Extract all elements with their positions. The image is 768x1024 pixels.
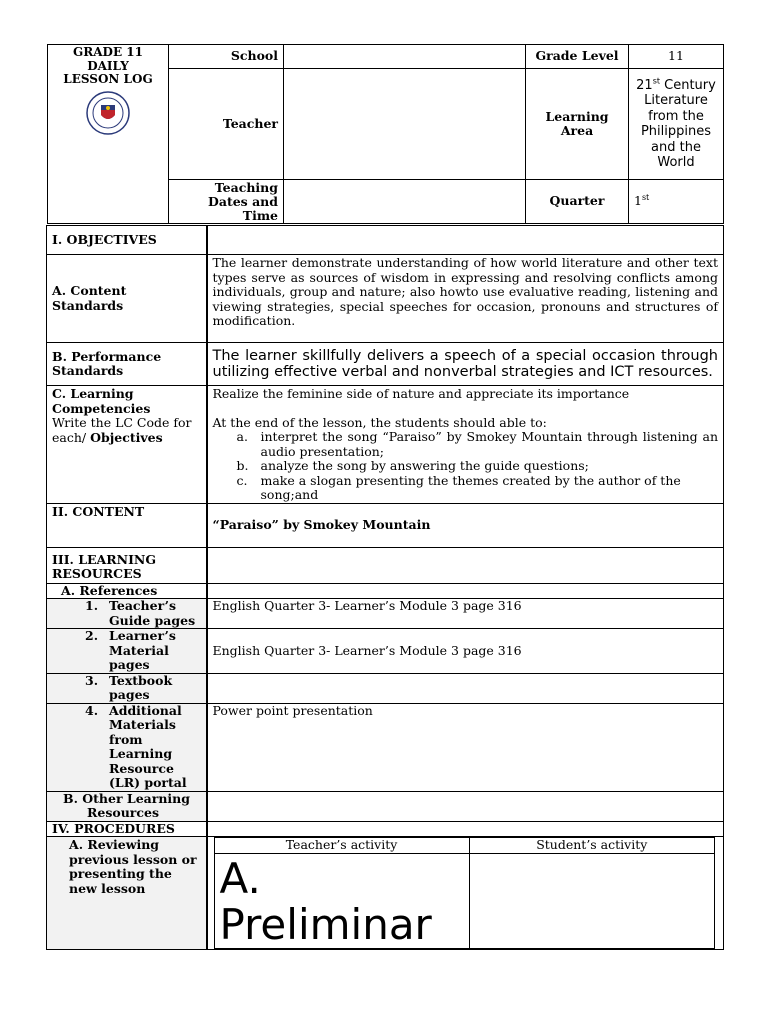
content-standards-label: A. Content Standards	[47, 255, 207, 343]
resources-heading-blank	[207, 547, 724, 583]
lesson-log-title	[48, 45, 169, 224]
quarter-number: 1	[634, 193, 642, 209]
teaching-dates-field[interactable]	[284, 180, 526, 224]
teacher-field[interactable]	[284, 69, 526, 180]
teacher-activity-text: A. Preliminar	[214, 853, 469, 948]
other-resources-value	[207, 791, 724, 821]
objectives-heading-blank	[207, 226, 724, 255]
school-label: School	[169, 45, 284, 69]
learning-area-label: Learning Area	[526, 69, 629, 180]
references-label: A. References	[47, 583, 207, 599]
content-heading: II. CONTENT	[47, 503, 207, 547]
quarter-label: Quarter	[526, 180, 629, 224]
title-line-3: LESSON LOG	[63, 72, 153, 86]
textbook-label: 3. Textbook pages	[47, 673, 207, 703]
competencies-label-plain: Write the LC Code for each/	[52, 415, 192, 445]
teachers-guide-value: English Quarter 3- Learner’s Module 3 page 316	[207, 599, 724, 629]
teaching-dates-label: Teaching Dates and Time	[169, 180, 284, 224]
competencies-content	[207, 386, 724, 504]
list-item: a. interpret the song “Paraiso” by Smokey Mountain through listening an audio presentation;	[236, 429, 718, 459]
student-activity-header: Student’s activity	[469, 838, 715, 854]
objectives-intro: At the end of the lesson, the students should able to:	[212, 414, 547, 430]
competencies-label-objectives: Objectives	[90, 429, 163, 445]
learning-area-sup: st	[652, 76, 660, 86]
additional-materials-label: 4. Additional Materials from Learning Resource (LR) portal	[47, 703, 207, 791]
reviewing-label: A. Reviewing previous lesson or presenting the new lesson	[47, 837, 207, 950]
activity-table	[214, 837, 716, 949]
learning-area-text: Century Literature from the Philippines and the World	[640, 77, 716, 170]
quarter-sup: st	[641, 193, 650, 203]
list-item: c. make a slogan presenting the themes created by the author of the song;and	[236, 472, 681, 502]
grade-level-label: Grade Level	[526, 45, 629, 69]
performance-standards-label: B. Performance Standards	[47, 343, 207, 386]
competencies-label-bold: C. Learning Competencies	[52, 386, 151, 416]
references-blank	[207, 583, 724, 599]
student-activity-text	[469, 853, 715, 948]
procedures-heading-blank	[207, 821, 724, 837]
title-line-2: DAILY	[87, 58, 129, 73]
content-text: “Paraiso” by Smokey Mountain	[207, 503, 724, 547]
procedures-activity-cell	[207, 837, 724, 950]
other-resources-label: B. Other Learning Resources	[47, 791, 207, 821]
school-field[interactable]	[284, 45, 526, 69]
textbook-value	[207, 673, 724, 703]
competencies-label	[47, 386, 207, 504]
procedures-heading: IV. PROCEDURES	[47, 821, 207, 837]
competency-text: Realize the feminine side of nature and appreciate its importance	[212, 386, 630, 401]
learners-material-label: 2. Learner’s Material pages	[47, 629, 207, 674]
content-standards-text: The learner demonstrate understanding of how world literature and other text types serve as sources of wisdom in expressing and resolving conflicts among individuals, group and nature; also howto use evaluative reading, listening and viewing strategies, special speeches for occasion, pronouns and structures of modification.	[207, 255, 724, 343]
teachers-guide-label: 1. Teacher’s Guide pages	[47, 599, 207, 629]
list-item: b. analyze the song by answering the guide questions;	[236, 458, 589, 473]
lesson-table	[46, 225, 724, 950]
objectives-heading: I. OBJECTIVES	[47, 226, 207, 255]
learning-area-number: 21	[636, 77, 653, 93]
header-table	[47, 44, 724, 224]
deped-seal-icon	[85, 90, 131, 136]
additional-materials-value: Power point presentation	[207, 703, 724, 791]
learners-material-value: English Quarter 3- Learner’s Module 3 page 316	[207, 629, 724, 674]
objectives-list	[213, 430, 719, 503]
teacher-activity-header: Teacher’s activity	[214, 838, 469, 854]
resources-heading: III. LEARNING RESOURCES	[47, 547, 207, 583]
performance-standards-text: The learner skillfully delivers a speech of a special occasion through utilizing effective verbal and nonverbal strategies and ICT resources.	[207, 343, 724, 386]
grade-level-value: 11	[629, 45, 724, 69]
title-line-1: GRADE 11	[73, 45, 143, 59]
quarter-value	[629, 180, 724, 224]
learning-area-value	[629, 69, 724, 180]
teacher-label: Teacher	[169, 69, 284, 180]
